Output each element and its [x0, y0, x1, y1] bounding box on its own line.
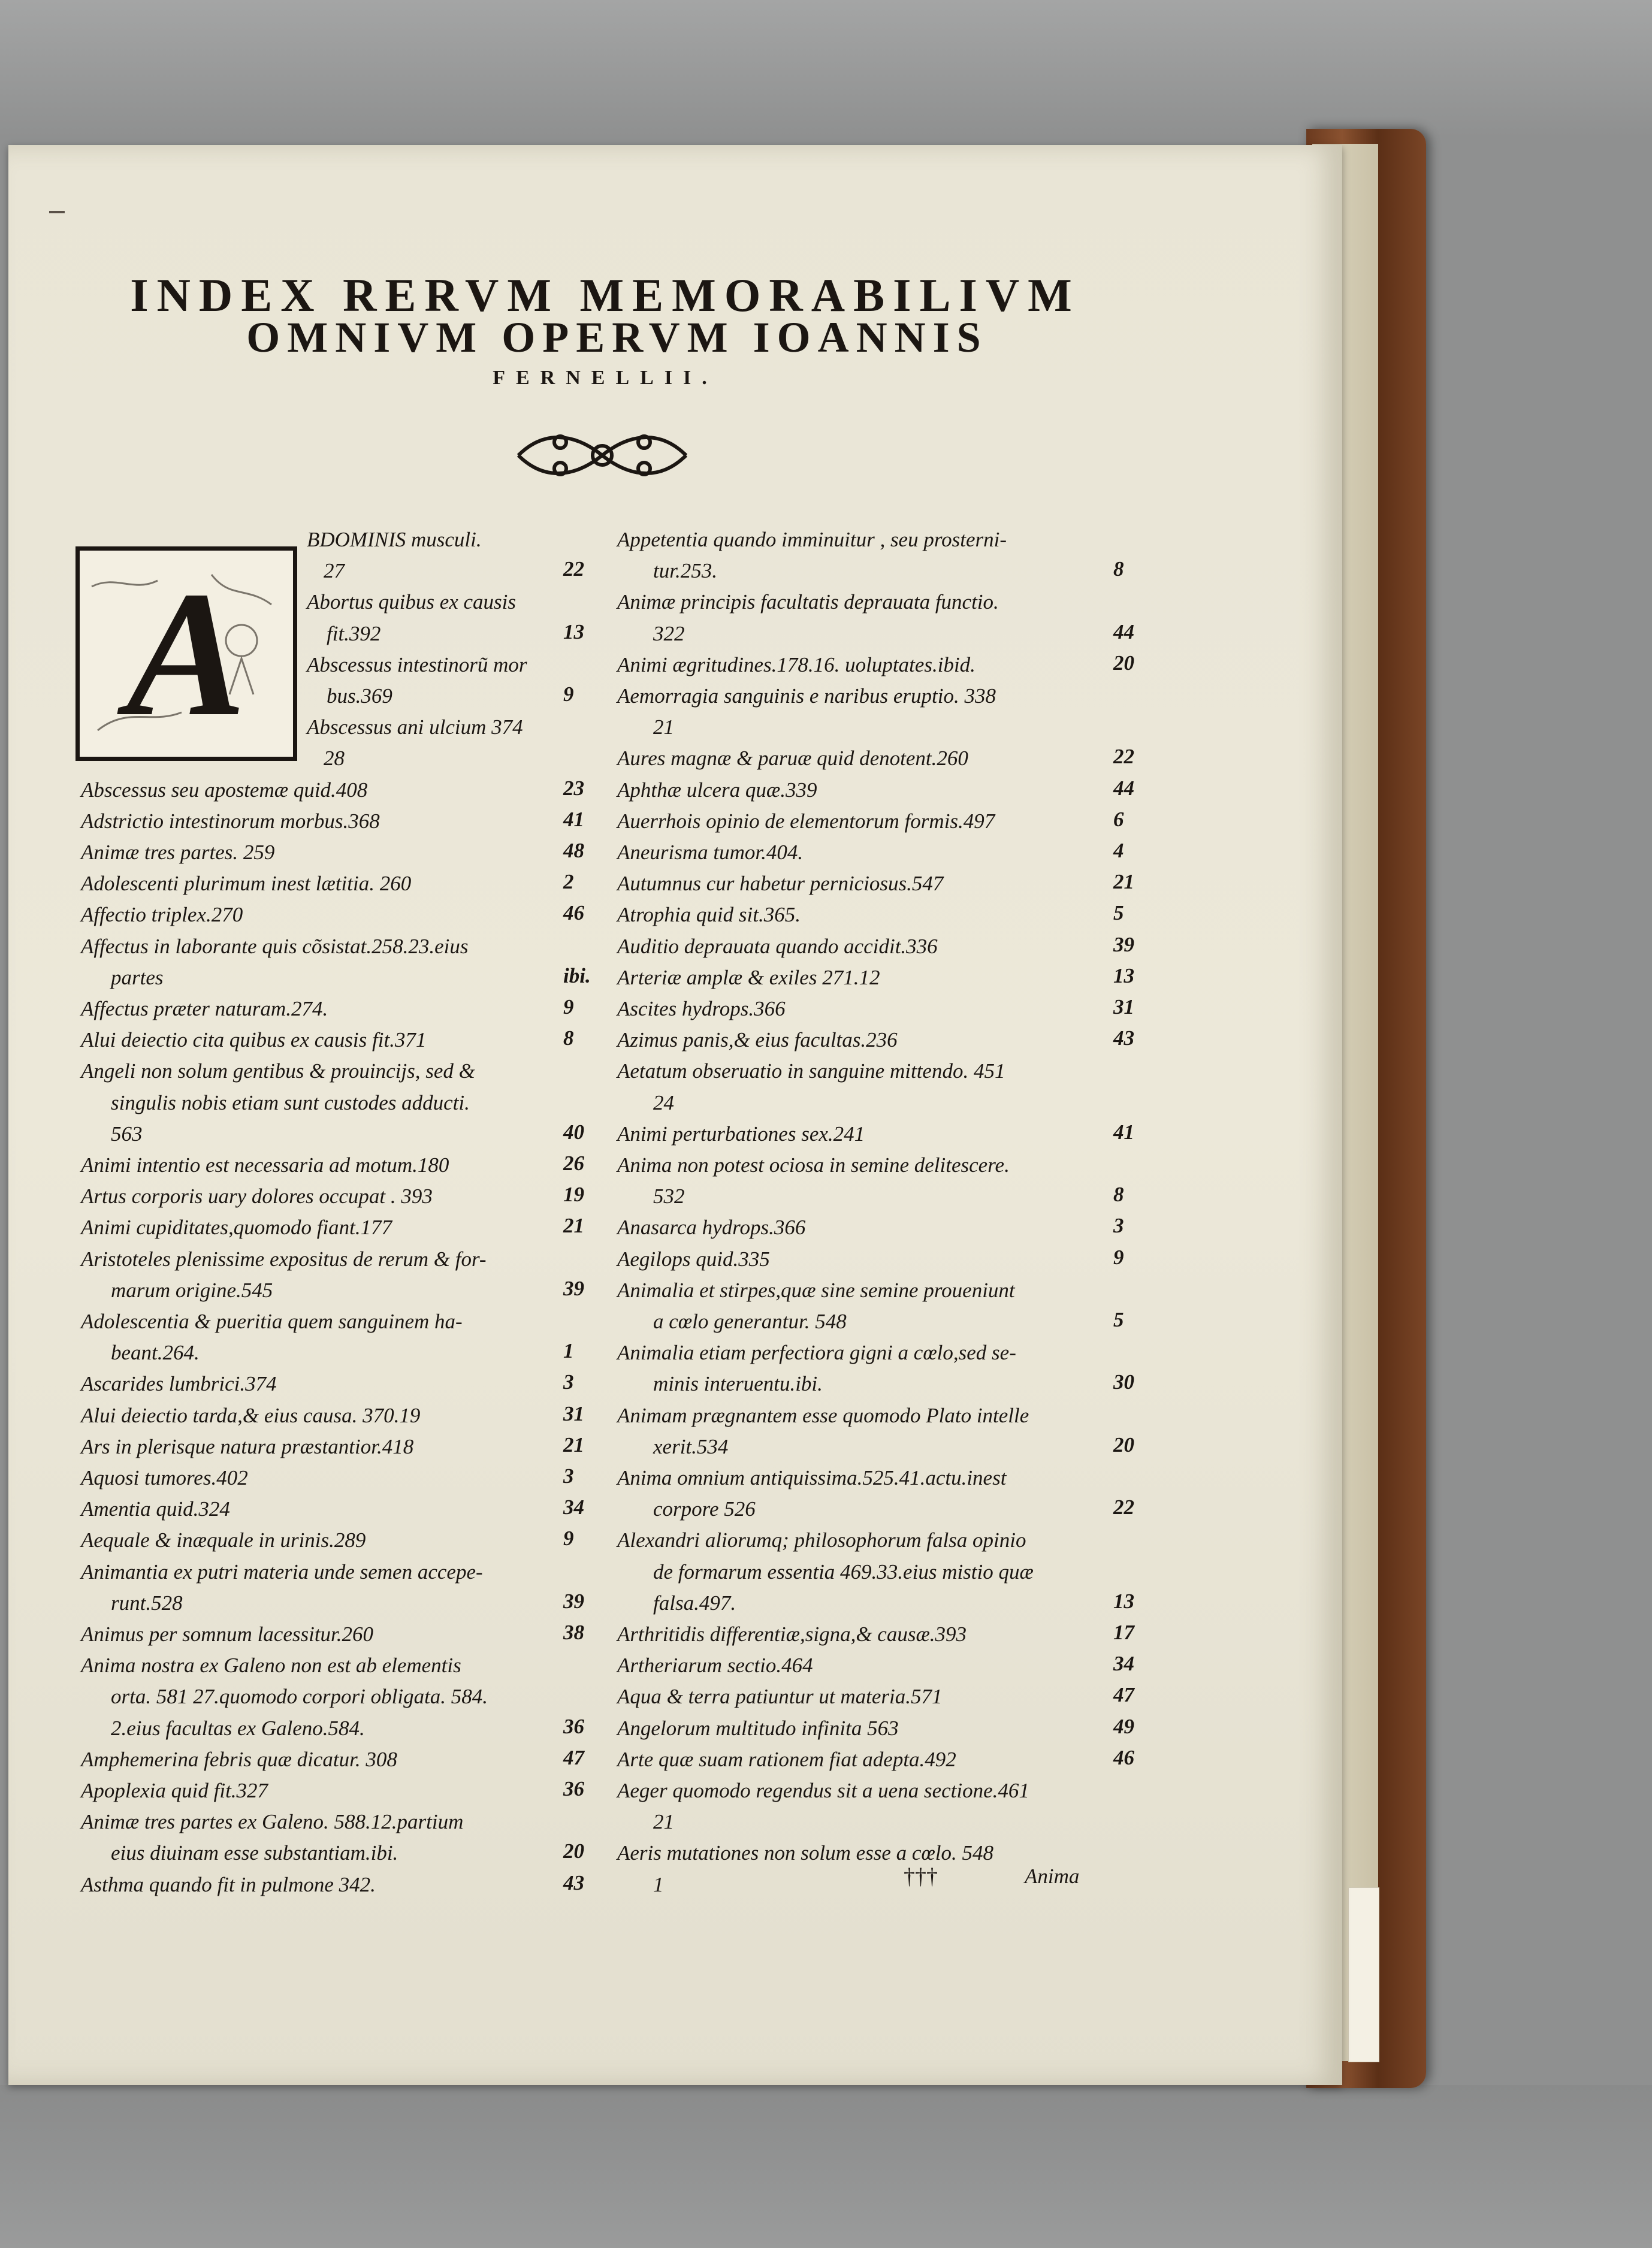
- right-entry: Animalia etiam perfectiora gigni a cœlo,sed se-: [617, 1341, 1016, 1365]
- right-entry-number: 46: [1113, 1745, 1134, 1769]
- left-entry: Affectus præter naturam.274.: [81, 997, 328, 1020]
- right-entry-number: 20: [1113, 651, 1134, 675]
- right-entry-number: 5: [1113, 901, 1124, 925]
- index-title-line2: OMNIVM OPERVM IOANNIS: [246, 313, 988, 361]
- right-entry-number: 4: [1113, 839, 1124, 862]
- left-entry-number: 3: [563, 1370, 574, 1394]
- right-entry: Angelorum multitudo infinita 563: [617, 1716, 899, 1740]
- right-entry-number: 39: [1113, 932, 1134, 956]
- right-entry: Arte quæ suam rationem fiat adepta.492: [617, 1747, 956, 1771]
- right-entry: falsa.497.: [653, 1591, 736, 1615]
- right-entry: 322: [653, 621, 685, 645]
- left-entry: Animæ tres partes. 259: [81, 841, 275, 864]
- left-entry: Ascarides lumbrici.374: [81, 1372, 277, 1396]
- left-entry: Abscessus intestinorũ mor: [307, 652, 527, 676]
- left-entry-number: 26: [563, 1152, 584, 1175]
- right-entry-number: 21: [1113, 870, 1134, 894]
- right-entry: Alexandri aliorumq; philosophorum falsa opinio: [617, 1528, 1026, 1552]
- left-entry-number: 2: [563, 870, 574, 894]
- right-entry: Appetentia quando imminuitur , seu prosterni-: [617, 528, 1007, 551]
- left-entry: Animantia ex putri materia unde semen accepe-: [81, 1560, 483, 1584]
- left-entry: Aquosi tumores.402: [81, 1466, 248, 1489]
- left-entry-number: 13: [563, 620, 584, 643]
- left-entry: 563: [111, 1122, 143, 1146]
- right-entry-number: 49: [1113, 1714, 1134, 1738]
- left-entry: Alui deiectio cita quibus ex causis fit.371: [81, 1028, 427, 1052]
- right-entry: 1: [653, 1872, 664, 1896]
- right-entry-number: 22: [1113, 745, 1134, 769]
- right-entry: de formarum essentia 469.33.eius mistio quæ: [653, 1560, 1034, 1584]
- left-entry-number: 20: [563, 1839, 584, 1863]
- left-entry: Abscessus seu apostemæ quid.408: [81, 778, 368, 802]
- left-entry-number: 36: [563, 1714, 584, 1738]
- right-entry: a cœlo generantur. 548: [653, 1310, 847, 1333]
- left-entry: bus.369: [327, 684, 392, 708]
- right-entry: Aphthæ ulcera quæ.339: [617, 778, 817, 802]
- right-entry: Azimus panis,& eius facultas.236: [617, 1028, 898, 1052]
- right-entry: Aneurisma tumor.404.: [617, 841, 804, 864]
- left-entry-number: 48: [563, 839, 584, 862]
- right-entry: Aeris mutationes non solum esse a cœlo. 548: [617, 1841, 994, 1865]
- left-entry: fit.392: [327, 621, 381, 645]
- right-entry: Auerrhois opinio de elementorum formis.497: [617, 809, 995, 833]
- right-entry-number: 44: [1113, 620, 1134, 643]
- left-entry: 27: [324, 559, 345, 583]
- right-entry: Animæ principis facultatis deprauata functio.: [617, 590, 999, 614]
- right-entry: Atrophia quid sit.365.: [617, 903, 801, 927]
- right-entry: xerit.534: [653, 1434, 729, 1458]
- right-entry: Arteriæ amplæ & exiles 271.12: [617, 965, 880, 989]
- right-entry-number: 30: [1113, 1370, 1134, 1394]
- left-entry: Affectus in laborante quis cõsistat.258.23.eius: [81, 934, 469, 958]
- left-entry: Amphemerina febris quæ dicatur. 308: [81, 1747, 397, 1771]
- left-entry-number: 19: [563, 1183, 584, 1207]
- left-entry: Abortus quibus ex causis: [307, 590, 517, 614]
- left-entry-number: 9: [563, 682, 574, 706]
- right-entry: Anasarca hydrops.366: [617, 1216, 806, 1240]
- right-entry-number: 8: [1113, 1183, 1124, 1207]
- background-bottom: [0, 2085, 1652, 2248]
- left-entry: Animæ tres partes ex Galeno. 588.12.partium: [81, 1810, 464, 1834]
- left-entry: eius diuinam esse substantiam.ibi.: [111, 1841, 398, 1865]
- left-entry-number: 40: [563, 1120, 584, 1144]
- right-entry: Animi ægritudines.178.16. uoluptates.ibid.: [617, 652, 976, 676]
- left-entry: Anima nostra ex Galeno non est ab elementis: [81, 1654, 461, 1678]
- right-entry: Aures magnæ & paruæ quid denotent.260: [617, 747, 968, 771]
- right-entry: Aetatum obseruatio in sanguine mittendo. 451: [617, 1059, 1005, 1083]
- left-entry-number: 9: [563, 995, 574, 1019]
- left-entry-number: 21: [563, 1214, 584, 1238]
- right-entry: Arthritidis differentiæ,signa,& causæ.393: [617, 1622, 967, 1646]
- right-entry: 21: [653, 715, 674, 739]
- right-entry-number: 20: [1113, 1433, 1134, 1457]
- right-entry-number: 9: [1113, 1245, 1124, 1269]
- left-entry-number: 43: [563, 1871, 584, 1895]
- left-entry-number: 34: [563, 1495, 584, 1519]
- left-entry: Alui deiectio tarda,& eius causa. 370.19: [81, 1403, 421, 1427]
- left-entry: partes: [111, 965, 164, 989]
- right-entry-number: 34: [1113, 1652, 1134, 1676]
- left-entry: Asthma quando fit in pulmone 342.: [81, 1872, 376, 1896]
- left-entry: BDOMINIS musculi.: [307, 528, 482, 551]
- left-entry: Ars in plerisque natura præstantior.418: [81, 1434, 414, 1458]
- left-entry: Abscessus ani ulcium 374: [307, 715, 523, 739]
- left-entry-number: 22: [563, 557, 584, 581]
- right-entry-number: 3: [1113, 1214, 1124, 1238]
- right-entry: Artheriarum sectio.464: [617, 1654, 813, 1678]
- left-entry-number: 1: [563, 1339, 574, 1363]
- left-entry-number: 23: [563, 776, 584, 800]
- right-entry: Aegilops quid.335: [617, 1247, 770, 1271]
- left-entry: Angeli non solum gentibus & prouincijs, sed &: [81, 1059, 475, 1083]
- index-title-line1: INDEX RERVM MEMORABILIVM: [130, 269, 1080, 321]
- right-entry: Animi perturbationes sex.241: [617, 1122, 865, 1146]
- left-entry: Adolescenti plurimum inest lætitia. 260: [81, 872, 412, 896]
- right-entry: 24: [653, 1090, 674, 1114]
- left-entry: singulis nobis etiam sunt custodes adducti.: [111, 1090, 470, 1114]
- left-entry-number: 9: [563, 1527, 574, 1551]
- right-entry: Auditio deprauata quando accidit.336: [617, 934, 938, 958]
- right-entry: 532: [653, 1185, 685, 1208]
- right-entry-number: 41: [1113, 1120, 1134, 1144]
- right-entry-number: 43: [1113, 1026, 1134, 1050]
- left-entry: Aequale & inæquale in urinis.289: [81, 1528, 366, 1552]
- right-entry: Animalia et stirpes,quæ sine semine proueniunt: [617, 1278, 1015, 1302]
- left-entry-number: 46: [563, 901, 584, 925]
- right-entry-number: 13: [1113, 1589, 1134, 1613]
- left-entry-number: 31: [563, 1401, 584, 1425]
- left-entry-number: 36: [563, 1777, 584, 1800]
- left-entry-number: 38: [563, 1621, 584, 1644]
- right-entry: Autumnus cur habetur perniciosus.547: [617, 872, 944, 896]
- left-entry: Artus corporis uary dolores occupat . 393: [81, 1185, 433, 1208]
- right-entry-number: 44: [1113, 776, 1134, 800]
- left-entry-number: 21: [563, 1433, 584, 1457]
- right-entry: tur.253.: [653, 559, 717, 583]
- left-entry: 28: [324, 747, 345, 771]
- right-entry: Anima non potest ociosa in semine delitescere.: [617, 1153, 1010, 1177]
- left-entry: Animi intentio est necessaria ad motum.180: [81, 1153, 449, 1177]
- decorated-initial: [75, 546, 297, 761]
- right-entry-number: 13: [1113, 963, 1134, 987]
- left-entry: orta. 581 27.quomodo corpori obligata. 584.: [111, 1685, 488, 1709]
- right-entry-number: 22: [1113, 1495, 1134, 1519]
- left-entry-number: 39: [563, 1276, 584, 1300]
- initial-letter: A: [126, 554, 247, 753]
- left-entry-number: 41: [563, 807, 584, 831]
- right-entry: minis interuentu.ibi.: [653, 1372, 823, 1396]
- background-top: [0, 0, 1652, 138]
- left-entry: Animus per somnum lacessitur.260: [81, 1622, 374, 1646]
- right-entry: Anima omnium antiquissima.525.41.actu.inest: [617, 1466, 1007, 1489]
- right-entry-number: 6: [1113, 807, 1124, 831]
- left-entry: 2.eius facultas ex Galeno.584.: [111, 1716, 365, 1740]
- left-entry: Animi cupiditates,quomodo fiant.177: [81, 1216, 392, 1240]
- right-entry-number: 17: [1113, 1621, 1134, 1644]
- catchword: Anima: [1025, 1865, 1080, 1888]
- right-entry-number: 8: [1113, 557, 1124, 581]
- right-entry: corpore 526: [653, 1497, 756, 1521]
- left-entry-number: 47: [563, 1745, 584, 1769]
- left-entry: Apoplexia quid fit.327: [81, 1779, 268, 1802]
- left-entry: Adstrictio intestinorum morbus.368: [81, 809, 380, 833]
- right-entry-number: 5: [1113, 1308, 1124, 1331]
- right-entry: 21: [653, 1810, 674, 1834]
- left-entry: marum origine.545: [111, 1278, 273, 1302]
- right-entry: Aqua & terra patiuntur ut materia.571: [617, 1685, 943, 1709]
- pencil-mark: [49, 211, 65, 213]
- right-entry: Aemorragia sanguinis e naribus eruptio. 338: [617, 684, 996, 708]
- right-entry: Aeger quomodo regendus sit a uena sectione.461: [617, 1779, 1029, 1802]
- left-entry: Affectio triplex.270: [81, 903, 243, 927]
- paper-slip: [1348, 1887, 1379, 2062]
- signature-mark: †††: [904, 1864, 938, 1889]
- index-title-line3: FERNELLII.: [493, 367, 718, 389]
- left-entry: Amentia quid.324: [81, 1497, 230, 1521]
- right-entry: Animam prægnantem esse quomodo Plato intelle: [617, 1403, 1029, 1427]
- ornament-icon: [506, 419, 698, 491]
- left-entry: runt.528: [111, 1591, 183, 1615]
- left-entry-number: 39: [563, 1589, 584, 1613]
- left-entry: Aristoteles plenissime expositus de rerum & for-: [81, 1247, 487, 1271]
- right-entry: Ascites hydrops.366: [617, 997, 786, 1020]
- right-entry-number: 47: [1113, 1683, 1134, 1707]
- left-entry: beant.264.: [111, 1341, 200, 1365]
- left-entry: Adolescentia & pueritia quem sanguinem ha-: [81, 1310, 463, 1333]
- left-entry-number: 3: [563, 1464, 574, 1488]
- right-entry-number: 31: [1113, 995, 1134, 1019]
- left-entry-number: ibi.: [563, 963, 591, 987]
- left-entry-number: 8: [563, 1026, 574, 1050]
